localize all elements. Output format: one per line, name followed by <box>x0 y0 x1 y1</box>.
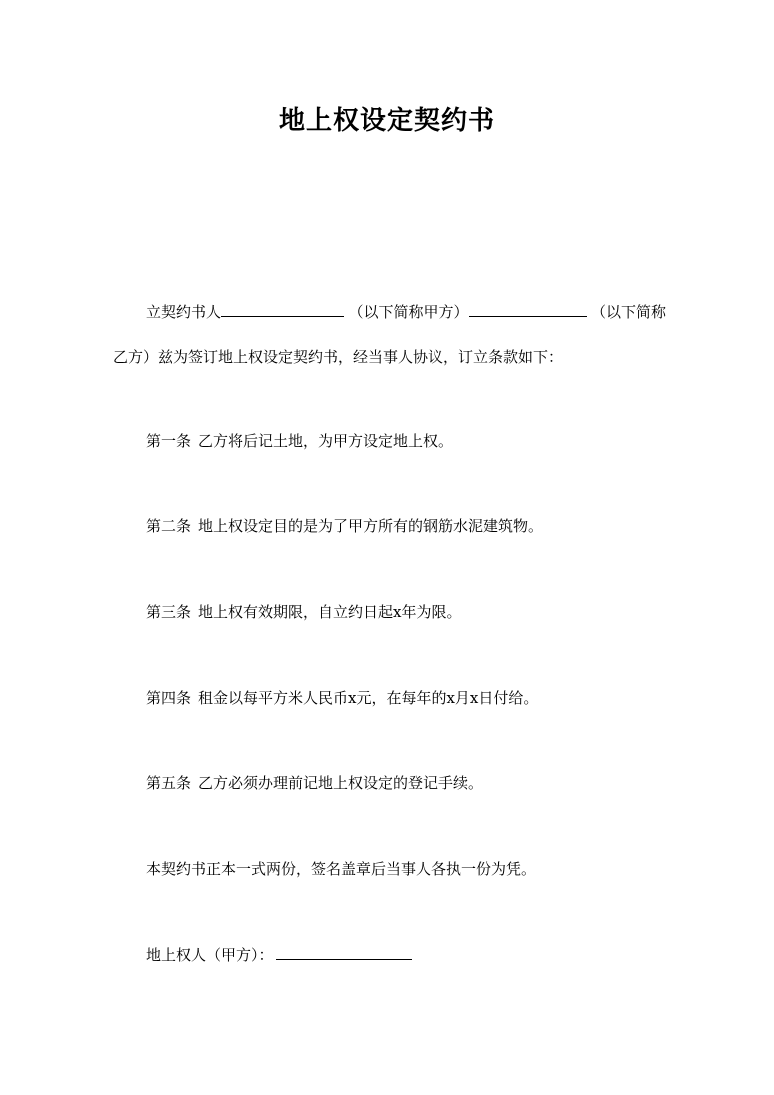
article-1-text: 乙方将后记土地，为甲方设定地上权。 <box>198 432 454 450</box>
intro-party-a-alias <box>348 301 586 323</box>
signature-blank <box>276 944 412 960</box>
article-1-number: 第一条 <box>146 432 192 450</box>
intro-part2: （以下简称甲方） <box>348 303 469 321</box>
article-3-number: 第三条 <box>146 603 192 621</box>
article-3-text: 地上权有效期限，自立约日起x年为限。 <box>198 603 462 621</box>
document-title: 地上权设定契约书 <box>278 106 495 136</box>
closing-statement: 本契约书正本一式两份，签名盖章后当事人各执一份为凭。 <box>146 860 537 878</box>
signature-line <box>146 944 412 966</box>
article-3 <box>146 601 461 623</box>
article-2 <box>146 515 543 537</box>
article-1 <box>146 430 453 452</box>
intro-part1: 立契约书人 <box>146 303 222 321</box>
article-4-number: 第四条 <box>146 689 192 707</box>
article-4-text: 租金以每平方米人民币x元，在每年的x月x日付给。 <box>198 689 539 707</box>
article-5 <box>146 772 483 794</box>
article-4 <box>146 687 538 709</box>
intro-line-2: 乙方）兹为签订地上权设定契约书，经当事人协议，订立条款如下： <box>113 348 564 366</box>
party-a-blank <box>221 301 344 317</box>
intro-party-label <box>146 301 344 323</box>
intro-line-1 <box>146 301 666 323</box>
article-5-text: 乙方必须办理前记地上权设定的登记手续。 <box>198 774 484 792</box>
intro-part3: （以下简称 <box>590 303 666 321</box>
party-b-blank <box>469 301 587 317</box>
article-5-number: 第五条 <box>146 774 192 792</box>
article-2-text: 地上权设定目的是为了甲方所有的钢筋水泥建筑物。 <box>198 517 544 535</box>
signature-label: 地上权人（甲方）： <box>146 946 274 964</box>
article-2-number: 第二条 <box>146 517 192 535</box>
